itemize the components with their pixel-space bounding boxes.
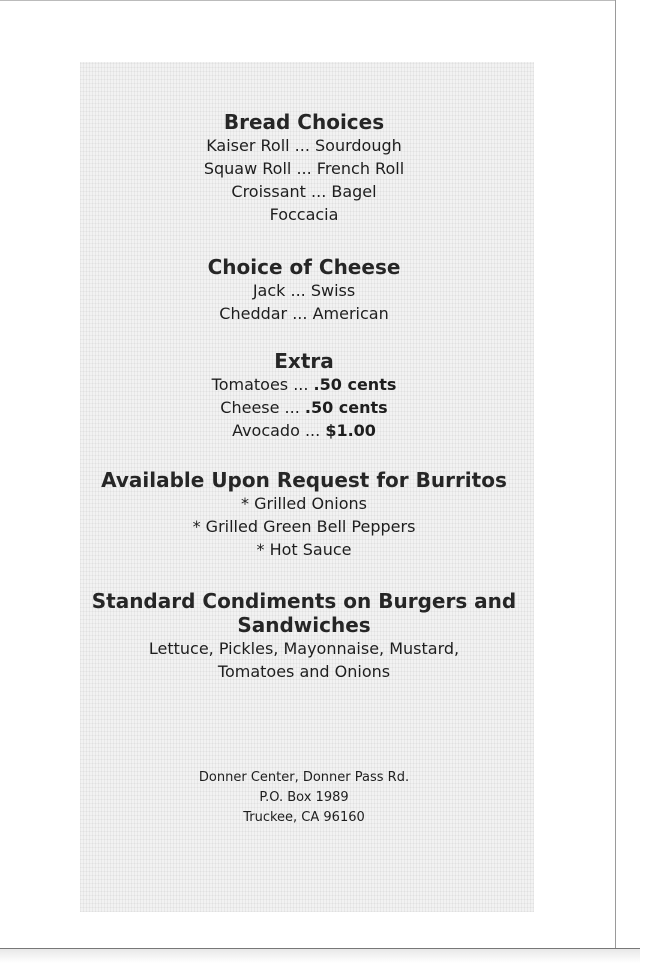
bread-heading: Bread Choices (223, 110, 385, 134)
condiments-section (0, 589, 608, 683)
extra-item-name: Tomatoes ... (211, 375, 314, 394)
cheese-heading: Choice of Cheese (207, 255, 401, 279)
extra-section (0, 349, 608, 442)
extra-item-price: .50 cents (304, 398, 388, 417)
address-block (0, 768, 608, 828)
paper-top-edge (0, 0, 615, 1)
extra-item-name: Cheese ... (220, 398, 305, 417)
extra-item (0, 396, 608, 419)
bread-line: Kaiser Roll ... Sourdough (206, 136, 402, 155)
paper-bottom-edge (0, 948, 640, 963)
address-line: P.O. Box 1989 (259, 790, 349, 805)
burritos-line: * Grilled Green Bell Peppers (192, 517, 416, 536)
condiments-line: Tomatoes and Onions (217, 662, 391, 681)
condiments-heading: Standard Condiments on Burgers and (91, 589, 517, 613)
extra-item (0, 419, 608, 442)
address-line: Truckee, CA 96160 (243, 810, 365, 825)
bread-line: Squaw Roll ... French Roll (203, 159, 405, 178)
bread-section (0, 110, 608, 226)
cheese-line: Jack ... Swiss (252, 281, 356, 300)
paper-right-edge (615, 0, 616, 950)
burritos-section (0, 468, 608, 561)
condiments-heading-continued: Sandwiches (237, 613, 371, 637)
extra-item (0, 373, 608, 396)
bread-line: Foccacia (269, 205, 339, 224)
extra-item-price: .50 cents (313, 375, 397, 394)
burritos-line: * Grilled Onions (241, 494, 367, 513)
address-line: Donner Center, Donner Pass Rd. (198, 770, 410, 785)
cheese-line: Cheddar ... American (219, 304, 389, 323)
burritos-heading: Available Upon Request for Burritos (101, 468, 507, 492)
extra-item-price: $1.00 (325, 421, 376, 440)
extra-heading: Extra (274, 349, 334, 373)
condiments-line: Lettuce, Pickles, Mayonnaise, Mustard, (148, 639, 460, 658)
burritos-line: * Hot Sauce (256, 540, 352, 559)
cheese-section (0, 255, 608, 325)
extra-item-name: Avocado ... (232, 421, 326, 440)
bread-line: Croissant ... Bagel (231, 182, 377, 201)
